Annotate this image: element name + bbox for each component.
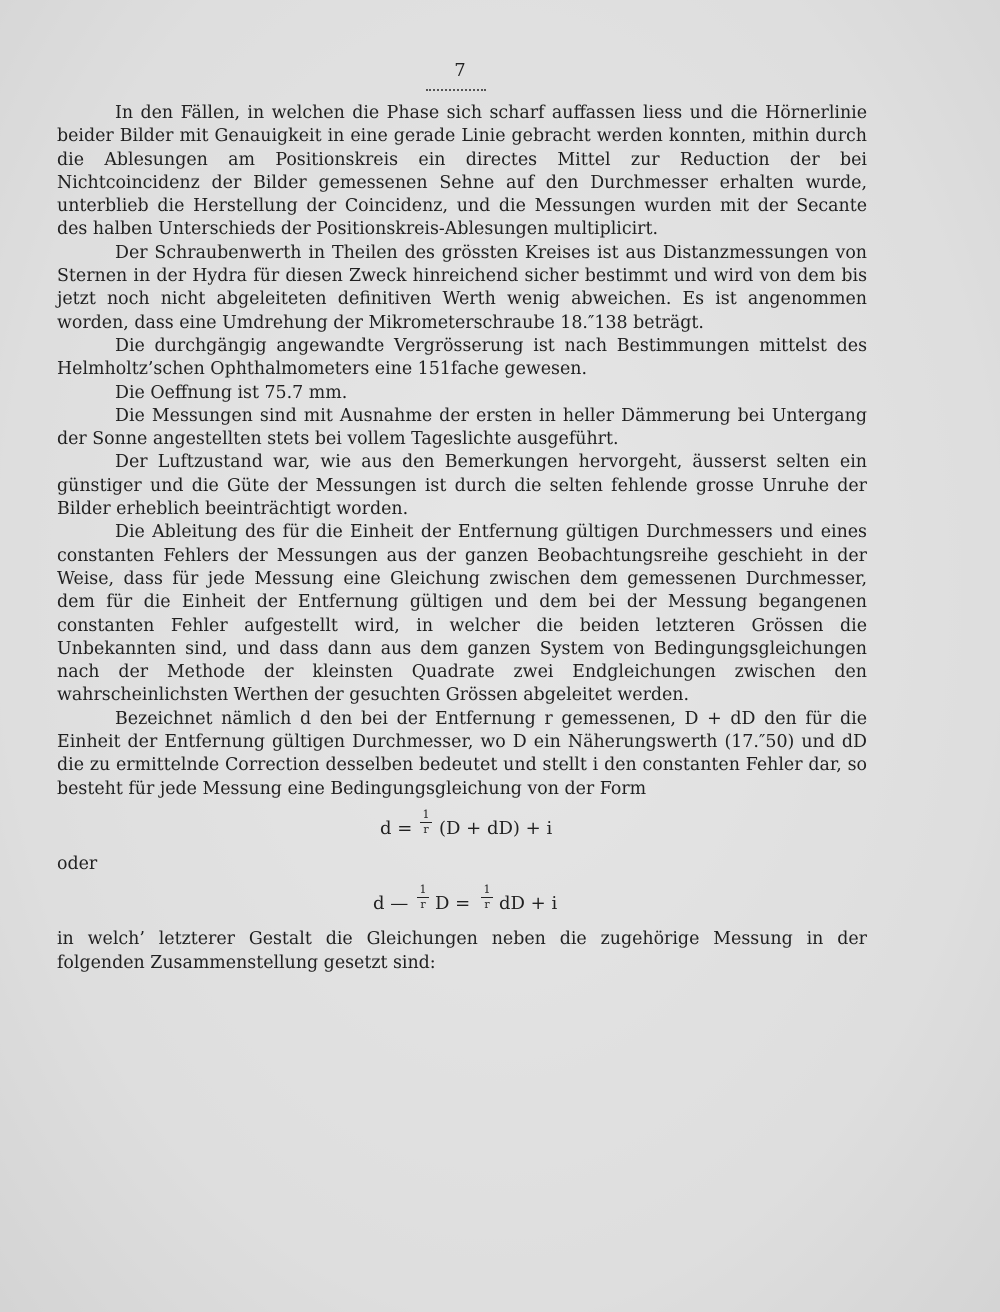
- equation-rearranged: [57, 884, 867, 924]
- equation-rhs: (D + dD) + i: [439, 817, 553, 839]
- paragraph-definition: Bezeichnet nämlich d den bei der Entfernung r gemessenen, D + dD den für die Einheit der Entfernung gültigen Durchmesser, wo D ein Näherungswerth (17.″50) und dD die zu ermittelnde Correction desselben bedeutet und stellt i den constanten Fehler dar, so besteht für jede Messung eine Bedingungsgleichung von der Form: [57, 708, 867, 799]
- paragraph-aperture: Die Oeffnung ist 75.7 mm.: [115, 382, 348, 403]
- body-text: [57, 102, 867, 975]
- equation2-fraction1: $\frac{1}{r}$: [417, 884, 429, 911]
- paragraph-phase-measurement: In den Fällen, in welchen die Phase sich scharf auffassen liess und die Hörnerlinie beider Bilder mit Genauigkeit in eine gerade Linie gebracht werden konnten, mithin durch die Ablesungen am Positionskreis ein directes Mittel zur Reduction der bei Nichtcoincidenz der Bilder gemessenen Sehne auf den Durchmesser erhalten wurde, unterblieb die Herstellung der Coincidenz, und die Messungen wurden mit der Secante des halben Unterschieds der Positionskreis-Ablesungen multiplicirt.: [57, 103, 867, 240]
- equation2-fraction2: $\frac{1}{r}$: [481, 884, 493, 911]
- page-number: 7: [454, 60, 466, 81]
- equation2-part1: d —: [373, 893, 409, 915]
- paragraph-derivation: Die Ableitung des für die Einheit der Entfernung gültigen Durchmessers und eines constanten Fehlers der Messungen aus der ganzen Beobachtungsreihe geschieht in der Weise, dass für jede Messung eine Gleichung zwischen dem gemessenen Durchmesser, dem für die Einheit der Entfernung gültigen und dem bei der Messung begangenen constanten Fehler aufgestellt wird, in welcher die beiden letzteren Grössen die Unbekannten sind, und dass dann aus dem ganzen System von Bedingungsgleichungen nach der Methode der kleinsten Quadrate zwei Endgleichungen zwischen den wahrscheinlichsten Werthen der gesuchten Grössen abgeleitet werden.: [57, 522, 867, 706]
- equation-lhs: d =: [380, 817, 413, 839]
- equation2-part3: dD + i: [499, 893, 558, 915]
- connector-oder: oder: [57, 853, 98, 874]
- paragraph-magnification: Die durchgängig angewandte Vergrösserung ist nach Bestimmungen mittelst des Helmholtz’schen Ophthalmometers eine 151fache gewesen.: [57, 335, 867, 380]
- paragraph-daylight: Die Messungen sind mit Ausnahme der ersten in heller Dämmerung bei Untergang der Sonne angestellten stets bei vollem Tageslichte ausgeführt.: [57, 405, 867, 450]
- paragraph-air-condition: Der Luftzustand war, wie aus den Bemerkungen hervorgeht, äusserst selten ein günstiger und die Güte der Messungen ist durch die selten fehlende grosse Unruhe der Bilder erheblich beeinträchtigt worden.: [57, 452, 867, 520]
- equation2-part2: D =: [435, 893, 471, 915]
- equation-condition: [57, 809, 867, 849]
- paragraph-screw-value: Der Schraubenwerth in Theilen des grössten Kreises ist aus Distanzmessungen von Sternen in der Hydra für diesen Zweck hinreichend sicher bestimmt und wird von dem bis jetzt noch nicht abgeleiteten definitiven Werth wenig abweichen. Es ist angenommen worden, dass eine Umdrehung der Mikrometerschraube 18.″138 beträgt.: [57, 242, 867, 333]
- equation-fraction: $\frac{1}{r}$: [420, 809, 432, 836]
- page-number-ornament: [426, 86, 486, 91]
- closing-paragraph: in welch’ letzterer Gestalt die Gleichungen neben die zugehörige Messung in der folgenden Zusammenstellung gesetzt sind:: [57, 929, 867, 973]
